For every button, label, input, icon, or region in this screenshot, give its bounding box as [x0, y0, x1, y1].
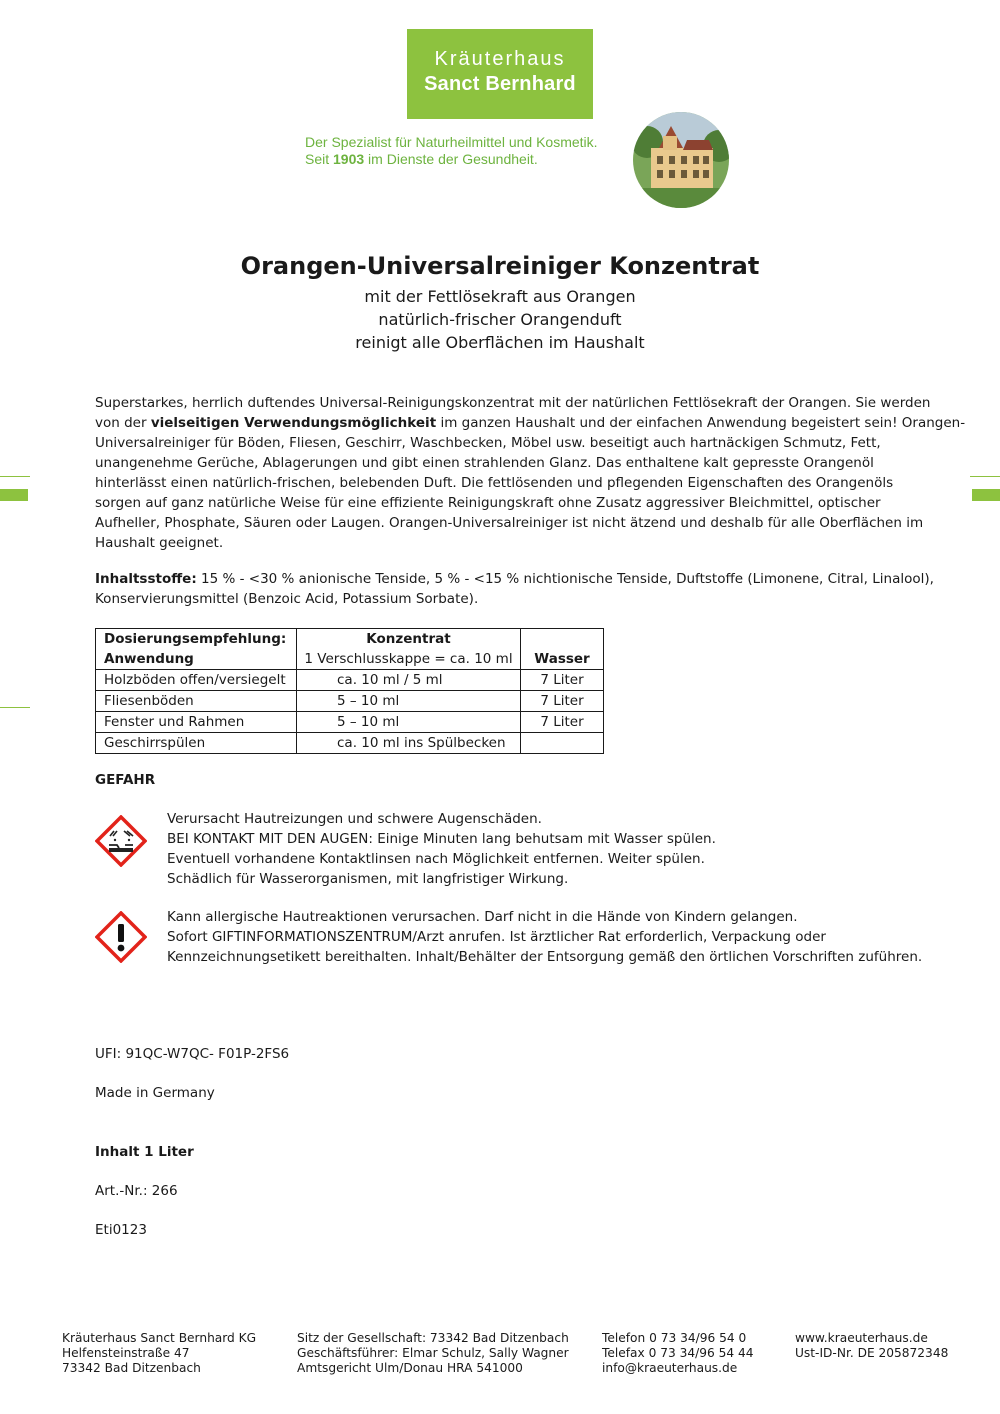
footer-line: 73342 Bad Ditzenbach [62, 1361, 201, 1375]
description-line: Universalreiniger für Böden, Fliesen, Geschirr, Waschbecken, Möbel usw. beseitigt auch hartnäckigen Schmutz, Fett, [95, 435, 881, 451]
brand-logo [407, 29, 593, 119]
article-number: Art.-Nr.: 266 [95, 1183, 178, 1199]
cell-anwendung: Geschirrspülen [96, 733, 297, 754]
dosage-table [95, 628, 604, 754]
table-row [96, 733, 604, 754]
table-header-row [96, 629, 604, 670]
description-line: sorgen auf ganz natürliche Weise für eine effiziente Reinigungskraft ohne Zusatz aggressiver Bleichmittel, optischer [95, 495, 881, 511]
header-konzentrat-label: Konzentrat [366, 631, 451, 647]
header-dosierung: Dosierungsempfehlung: [104, 631, 287, 647]
subtitle-2: natürlich-frischer Orangenduft [378, 310, 622, 329]
product-title: Orangen-Universalreiniger Konzentrat [240, 252, 760, 280]
footer-contact [602, 1331, 754, 1376]
tagline-seit: Seit [305, 151, 334, 167]
table-row [96, 691, 604, 712]
header-konzentrat [297, 629, 521, 670]
exclamation-hazard-icon [95, 911, 147, 963]
footer-email-link[interactable]: info@kraeuterhaus.de [602, 1361, 738, 1375]
footer-fax: Telefax 0 73 34/96 54 44 [602, 1346, 754, 1360]
header-wasser [521, 629, 604, 670]
hazard-line: BEI KONTAKT MIT DEN AUGEN: Einige Minuten lang behutsam mit Wasser spülen. [167, 831, 716, 847]
cell-anwendung: Fenster und Rahmen [96, 712, 297, 733]
hazard-line: Kennzeichnungsetikett bereithalten. Inhalt/Behälter der Entsorgung gemäß den örtlichen Vorschriften zuführen. [167, 949, 923, 965]
description-text: von der [95, 415, 151, 431]
description-line: Superstarkes, herrlich duftendes Universal-Reinigungskonzentrat mit der natürlichen Fettlösekraft der Orangen. Sie werden [95, 395, 931, 411]
footer-web [795, 1331, 948, 1361]
hazard-line: Schädlich für Wasserorganismen, mit langfristiger Wirkung. [167, 871, 569, 887]
side-line-left-top [0, 476, 30, 477]
product-description [95, 393, 966, 553]
tagline-line-1: Der Spezialist für Naturheilmittel und Kosmetik. [305, 134, 598, 150]
description-text: im ganzen Haushalt und der einfachen Anwendung begeistert sein! Orangen- [436, 415, 966, 431]
hazard-line: Verursacht Hautreizungen und schwere Augenschäden. [167, 811, 542, 827]
header-anwendung-label: Anwendung [104, 651, 194, 667]
cell-konzentrat: ca. 10 ml ins Spülbecken [297, 733, 521, 754]
subtitle-3: reinigt alle Oberflächen im Haushalt [355, 333, 645, 352]
danger-heading: GEFAHR [95, 772, 156, 788]
description-line [95, 413, 966, 433]
hazard-statements-1 [167, 809, 907, 889]
label-code: Eti0123 [95, 1222, 147, 1238]
header-wasser-label: Wasser [534, 651, 590, 667]
tagline-year: 1903 [333, 151, 365, 167]
ingredients-list: 15 % - <30 % anionische Tenside, 5 % - <15 % nichtionische Tenside, Duftstoffe (Limonene, Citral, Linalool), [196, 571, 934, 587]
made-in: Made in Germany [95, 1085, 215, 1101]
cell-wasser: 7 Liter [521, 670, 604, 691]
hazard-line: Eventuell vorhandene Kontaktlinsen nach Möglichkeit entfernen. Weiter spülen. [167, 851, 705, 867]
description-line: Haushalt geeignet. [95, 535, 224, 551]
logo-line-1: Kräuterhaus [434, 48, 566, 70]
side-mark-left [0, 489, 28, 501]
side-line-left-bottom [0, 707, 30, 708]
cell-wasser: 7 Liter [521, 691, 604, 712]
footer-line: Kräuterhaus Sanct Bernhard KG [62, 1331, 257, 1345]
ingredients [95, 569, 934, 609]
footer-company [62, 1331, 256, 1376]
tagline-line-2 [305, 151, 625, 168]
footer-website-link[interactable]: www.kraeuterhaus.de [795, 1331, 928, 1345]
ingredients-label: Inhaltsstoffe: [95, 571, 197, 587]
header-konzentrat-note: 1 Verschlusskappe = ca. 10 ml [304, 651, 513, 667]
table-row [96, 670, 604, 691]
cell-wasser [521, 733, 604, 754]
tagline-rest: im Dienste der Gesundheit. [364, 151, 538, 167]
cell-konzentrat: ca. 10 ml / 5 ml [297, 670, 521, 691]
tagline [305, 134, 625, 168]
hazard-line: Sofort GIFTINFORMATIONSZENTRUM/Arzt anrufen. Ist ärztlicher Rat erforderlich, Verpackung oder [167, 929, 826, 945]
ingredients-line-1 [95, 569, 934, 589]
description-highlight: vielseitigen Verwendungsmöglichkeit [150, 415, 437, 431]
company-building-image [633, 112, 729, 208]
hazard-statements-2 [167, 907, 923, 967]
cell-konzentrat: 5 – 10 ml [297, 691, 521, 712]
footer-legal [297, 1331, 569, 1376]
side-line-right [970, 476, 1000, 477]
description-line: unangenehme Gerüche, Ablagerungen und gibt einen strahlenden Glanz. Das enthaltene kalt gepresste Orangenöl [95, 455, 874, 471]
side-mark-right [972, 489, 1000, 501]
table-row [96, 712, 604, 733]
subtitle-1: mit der Fettlösekraft aus Orangen [364, 287, 636, 306]
logo-line-2: Sanct Bernhard [424, 73, 576, 95]
footer-vat-id: Ust-ID-Nr. DE 205872348 [795, 1346, 949, 1360]
hazard-line: Kann allergische Hautreaktionen verursachen. Darf nicht in die Hände von Kindern gelangen. [167, 909, 798, 925]
cell-konzentrat: 5 – 10 ml [297, 712, 521, 733]
cell-wasser: 7 Liter [521, 712, 604, 733]
footer-line: Helfensteinstraße 47 [62, 1346, 190, 1360]
footer-line: Geschäftsführer: Elmar Schulz, Sally Wagner [297, 1346, 569, 1360]
footer-phone: Telefon 0 73 34/96 54 0 [602, 1331, 747, 1345]
footer-line: Sitz der Gesellschaft: 73342 Bad Ditzenbach [297, 1331, 569, 1345]
cell-anwendung: Holzböden offen/versiegelt [96, 670, 297, 691]
ingredients-line-2: Konservierungsmittel (Benzoic Acid, Potassium Sorbate). [95, 591, 479, 607]
header-anwendung [96, 629, 297, 670]
cell-anwendung: Fliesenböden [96, 691, 297, 712]
footer-line: Amtsgericht Ulm/Donau HRA 541000 [297, 1361, 523, 1375]
content-volume: Inhalt 1 Liter [95, 1144, 194, 1160]
ufi-code: UFI: 91QC-W7QC- F01P-2FS6 [95, 1046, 290, 1062]
corrosive-hazard-icon [95, 815, 147, 867]
description-line: hinterlässt einen natürlich-frischen, belebenden Duft. Die fettlösenden und pflegenden Eigenschaften des Orangenöls [95, 475, 894, 491]
description-line: Aufheller, Phosphate, Säuren oder Laugen. Orangen-Universalreiniger ist nicht ätzend und deshalb für alle Oberflächen im [95, 515, 924, 531]
